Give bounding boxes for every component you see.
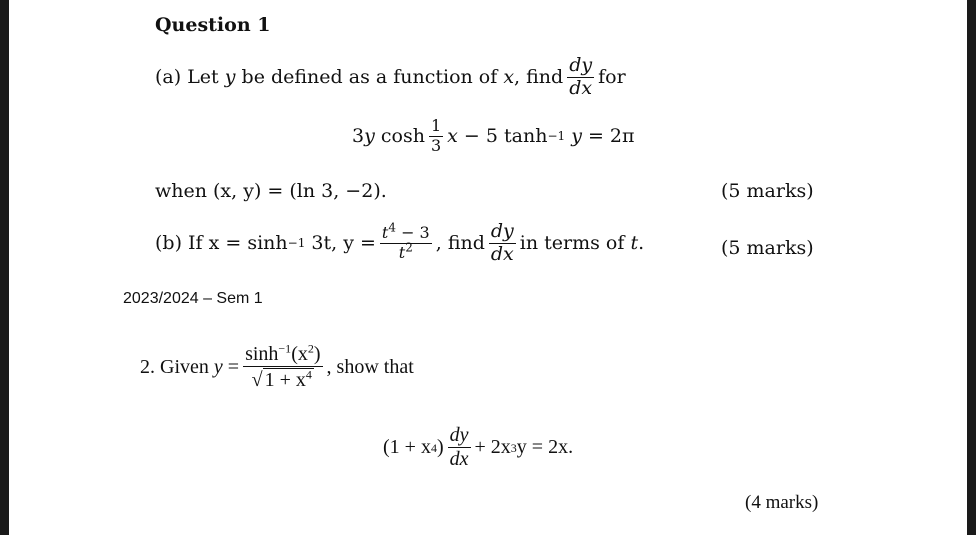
question-2-marks: (4 marks)	[745, 492, 819, 513]
part-a-statement: (a) Let y be defined as a function of x , find $\frac{dy}{dx}$ for	[155, 54, 626, 99]
dy-dx-fraction-q2: $\frac{dy}{dx}$	[449, 424, 469, 470]
right-frame-border	[967, 0, 976, 535]
t-fraction: $\frac{t^4 - 3}{t^2}$	[381, 220, 430, 262]
dy-dx-fraction-b: $\frac{dy}{dx}$	[490, 220, 514, 265]
part-a-condition: when (x, y) = (ln 3, −2).	[155, 180, 387, 202]
question-2-statement: 2. Given y = $\sinh^{-1}(x^2)$ √ $1 + x^4$ , show that	[140, 341, 414, 391]
part-a-equation: 3 y cosh $\frac{1}{3}$ x − 5 tanh −1 y = 2π	[352, 116, 635, 155]
question-2-result: (1 + x 4 ) $\frac{dy}{dx}$ + 2x 3 y = 2x.	[383, 424, 574, 470]
question-1-title: Question 1	[155, 14, 271, 36]
q2-fraction: $\sinh^{-1}(x^2)$ √ $1 + x^4$	[245, 341, 321, 391]
left-frame-border	[0, 0, 9, 535]
part-b-statement: (b) If x = sinh −1 3t, y = $\frac{t^4 - 3}{t^2}$ , find $\frac{dy}{dx}$ in terms of t .	[155, 220, 645, 265]
semester-label: 2023/2024 – Sem 1	[123, 290, 263, 307]
part-a-marks: (5 marks)	[721, 180, 814, 202]
part-b-marks: (5 marks)	[721, 237, 814, 259]
one-third-fraction: $\frac{1}{3}$	[430, 116, 442, 155]
dy-dx-fraction: $\frac{dy}{dx}$	[569, 54, 593, 99]
